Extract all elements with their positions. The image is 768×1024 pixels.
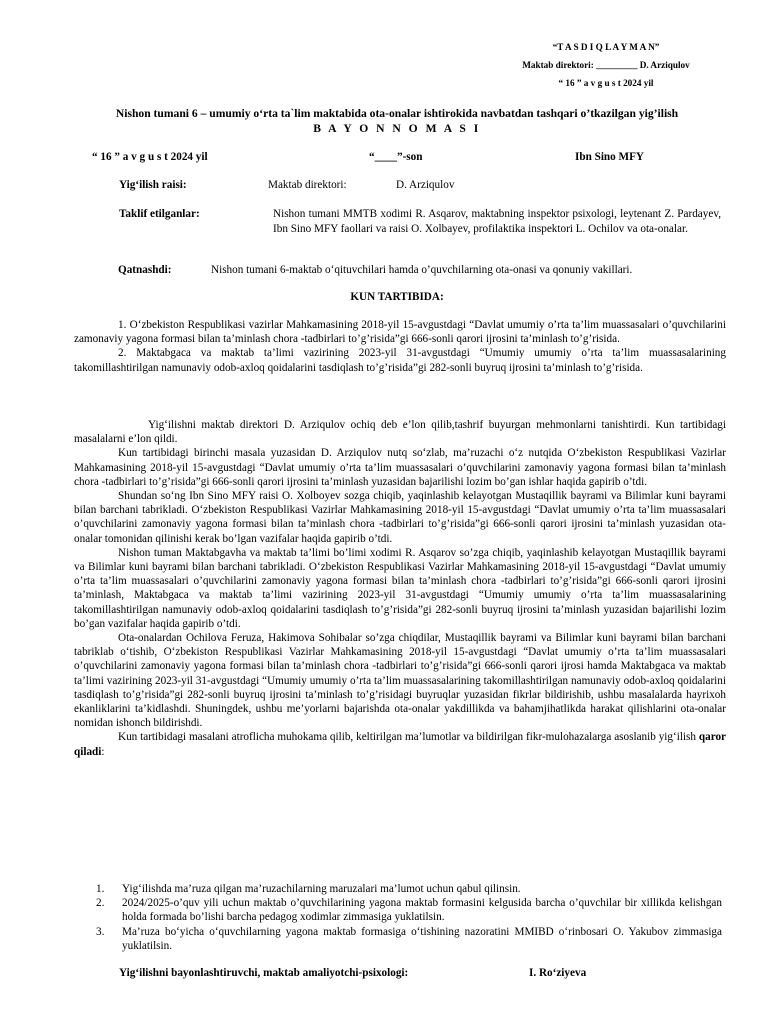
decision-keyword: qaror qiladi (74, 731, 727, 758)
body-paragraph: Shundan so‘ng Ibn Sino MFY raisi O. Xolboyev sozga chiqib, yaqinlashib kelayotgan Mustaqillik bayrami va Bilimlar kuni bayrami bilan barchani tabrikladi. O‘zbekiston Respublikasi Vazirlar Mahkamasining 2018-yil 15-avgustdagi “Davlat umumiy o’rta ta’lim muassasalari o’quvchilarini zamonaviy yagona formasi bilan ta’minlash chora -tadbirlari to’g’risida”gi 666-sonli qarori ijrosini ta’minlash yuzasidan ota-onalar tomonidan qilinishi kerak bo’lgan vazifalar haqida gapirib o’tdi. (74, 490, 726, 545)
agenda-heading: KUN TARTIBIDA: (350, 291, 444, 303)
agenda-item: 2. Maktabgaca va maktab ta’limi vazirining 2023-yil 31-avgustdagi “Umumiy umumiy o’rta ta’lim muassasalarining takomillashtirilgan namunaviy odob-axloq qoidalarini tasdiqlash to’g’risida”gi 282-sonli buyruq ijrosini ta’minlash to’g’risida. (74, 347, 726, 374)
participants-label: Qatnashdi: (118, 264, 172, 276)
approval-director-line: Maktab direktori: _________ D. Arziqulov (522, 60, 690, 70)
agenda-list (74, 318, 726, 375)
meeting-date: “ 16 ” a v g u s t 2024 yil (92, 151, 208, 163)
agenda-item: 1. O‘zbekiston Respublikasi vazirlar Mahkamasining 2018-yil 15-avgustdagi “Davlat umumiy o’rta ta’lim muassasalari o’quvchilarini zamonaviy yagona formasi bilan ta’minlash chora -tadbirlari to’g’risida”gi 666-sonli qarori ijrosini ta’minlash to’g’risida. (74, 319, 726, 346)
approval-date: “ 16 ” a v g u s t 2024 yil (558, 78, 654, 88)
chair-label: Yig‘ilish raisi: (119, 179, 187, 191)
approval-heading: “T A S D I Q L A Y M A N” (552, 42, 660, 52)
document-title (40, 106, 754, 136)
invited-text: Nishon tumani MMTB xodimi R. Asqarov, maktabning inspektor psixologi, leytenant Z. Pardayev, Ibn Sino MFY faollari va raisi O. Xolbayev, profilaktika inspektori L. Ochilov va ota-onalar. (273, 208, 721, 235)
decision-item (70, 882, 722, 896)
signature-name: I. Ro‘ziyeva (529, 967, 587, 979)
body-paragraph: Ota-onalardan Ochilova Feruza, Hakimova Sohibalar so’zga chiqdilar, Mustaqillik bayrami va Bilimlar kuni bayrami bilan barchani tabriklab o‘tishib, O‘zbekiston Respublikasi Vazirlar Mahkamasining 2018-yil 15-avgustdagi “Davlat umumiy o’rta ta’lim muassasalari o’quvchilarini zamonaviy yagona formasi bilan ta’minlash chora -tadbirlari to’g’risida”gi 666-sonli qarori ijrosi hamda Maktabgaca va maktab ta’limi vazirining 2023-yil 31-avgustdagi “Umumiy umumiy o’rta ta’lim muassasalarining takomillashtirilgan namunaviy odob-axloq qoidalarini tasdiqlash to’g’risida”gi 282-sonli buyruq ijrosini ta’minlash to’g’risidagi buyruqlar yuzasidan fikrlar bildirishib, ushbu masalalarda hayrixoh ekanliklarini ta’kidlashdi. Shuningdek, ushbu me’yorlarni bajarishda ota-onalar yakdillikda va bahamjihatlikda harakat qilishlarini ota-onalar nomidan ishonch bildirishdi. (74, 632, 726, 730)
decision-item (70, 896, 722, 924)
decision-text: 2024/2025-o’quv yili uchun maktab o’quvchilarining yagona maktab formasini kelgusida barcha o’quvchilar bir xillikda kelishgan holda formada bo’lishi barcha pedagog xodimlar zimmasiga yuklatilsin. (122, 897, 722, 924)
protocol-number: “____”-son (369, 151, 423, 163)
participants-text: Nishon tumani 6-maktab o‘qituvchilari hamda o’quvchilarning ota-onasi va qonuniy vakillari. (211, 264, 633, 276)
body-paragraph: Kun tartibidagi birinchi masala yuzasidan D. Arziqulov nutq so‘zlab, ma’ruzachi o‘z nutqida O‘zbekiston Respublikasi Vazirlar Mahkamasining 2018-yil 15-avgustdagi “Davlat umumiy o’rta ta’lim muassasalari o’quvchilarini zamonaviy yagona formasi bilan ta’minlash chora -tadbirlari to’g’risida”gi 666-sonli qarori ijrosini ta’minlash yuzasidan bajarilishi lozim bo’gan ishlar haqida gapirib o’tdi. (74, 447, 726, 488)
invited-label: Taklif etilganlar: (119, 208, 200, 220)
body-paragraph: Yig‘ilishni maktab direktori D. Arziqulov ochiq deb e’lon qilib,tashrif buyurgan mehmonlarni tanishtirdi. Kun tartibidagi masalalarni e’lon qildi. (74, 419, 726, 446)
approval-block (496, 38, 716, 92)
meeting-place: Ibn Sino MFY (575, 151, 645, 163)
decision-number: 1. (96, 883, 105, 895)
chair-name: D. Arziqulov (396, 179, 455, 191)
conclusion-colon: : (101, 745, 105, 758)
decision-item (70, 925, 722, 953)
decision-text: Ma’ruza bo‘yicha o‘quvchilarning yagona maktab formasiga o‘tishining nazoratini MMIBD o‘rinbosari O. Yakubov zimmasiga yuklatilsin. (122, 925, 722, 952)
title-line-2: B A Y O N N O M A S I (313, 122, 481, 135)
conclusion-paragraph (74, 730, 726, 758)
meeting-body (74, 418, 726, 759)
decision-number: 3. (96, 925, 105, 938)
decision-number: 2. (96, 897, 105, 910)
chair-position: Maktab direktori: (268, 179, 347, 191)
decision-text: Yig‘ilishda ma’ruza qilgan ma’ruzachilarning maruzalari ma’lumot uchun qabul qilinsin. (122, 883, 521, 895)
signature-label: Yig‘ilishni bayonlashtiruvchi, maktab amaliyotchi-psixologi: (119, 967, 409, 979)
conclusion-text: Kun tartibidagi masalani atroflicha muhokama qilib, keltirilgan ma’lumotlar va bildirilgan fikr-mulohazalarga asoslanib yig‘ilish (118, 731, 696, 744)
decisions-list (70, 882, 722, 953)
title-line-1: Nishon tumani 6 – umumiy o‘rta ta`lim maktabida ota-onalar ishtirokida navbatdan tashqari o’tkazilgan yig’ilish (115, 107, 679, 120)
body-paragraph: Nishon tuman Maktabgavha va maktab ta’limi bo’limi xodimi R. Asqarov so’zga chiqib, yaqinlashib kelayotgan Mustaqillik bayrami va Bilimlar kuni bayrami bilan barchani tabrikladi. O‘zbekiston Respublikasi Vazirlar Mahkamasining 2018-yil 15-avgustdagi “Davlat umumiy o’rta ta’lim muassasalari o’quvchilarini zamonaviy yagona formasi bilan ta’minlash chora -tadbirlari to’g’risida”gi 666-sonli qarori ijrosini ta’minlash, Maktabgaca va maktab ta’limi vazirining 2023-yil 31-avgustdagi “Umumiy umumiy o’rta ta’lim muassasalarining takomillashtirilgan namunaviy odob-axloq qoidalarini tasdiqlash to’g’risida”gi 282-sonli buyruq ijrosini ta’minlash yuzasidan bajarilishi lozim bo’gan vazifalar haqida gapirib o’tdi. (74, 546, 726, 630)
